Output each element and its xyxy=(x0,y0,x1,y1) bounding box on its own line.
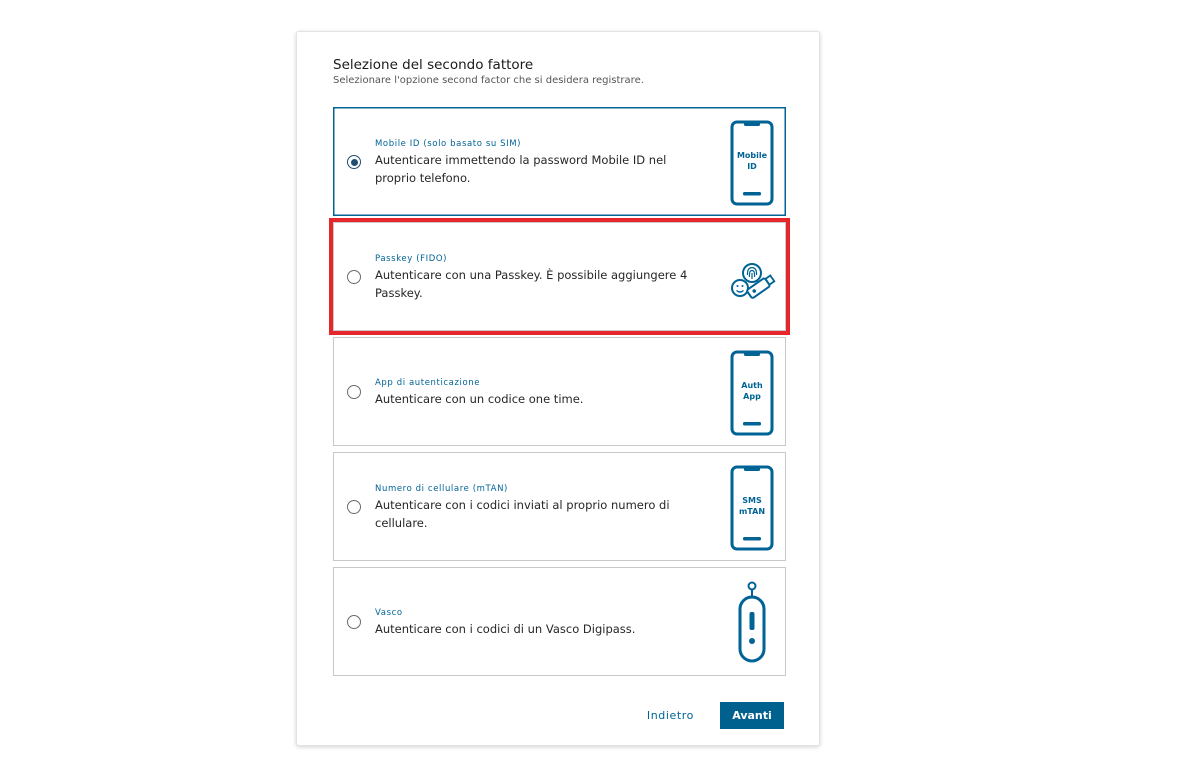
option-description: Autenticare con un codice one time. xyxy=(375,392,584,406)
option-label: Numero di cellulare (mTAN) xyxy=(375,484,508,494)
option-auth-app[interactable] xyxy=(333,337,786,446)
option-label: App di autenticazione xyxy=(375,378,481,388)
phone-icon-line1: SMS xyxy=(742,496,762,505)
option-description: Autenticare con una Passkey. È possibile aggiungere 4 Passkey. xyxy=(375,268,688,300)
second-factor-card xyxy=(296,31,820,746)
phone-icon xyxy=(729,350,775,436)
option-label: Mobile ID (solo basato su SIM) xyxy=(375,139,522,149)
radio-button[interactable] xyxy=(347,615,361,629)
option-text xyxy=(375,139,705,187)
option-text xyxy=(375,608,705,638)
radio-button[interactable] xyxy=(347,500,361,514)
option-mobile-id[interactable] xyxy=(333,107,786,216)
option-description: Autenticare con i codici di un Vasco Digipass. xyxy=(375,622,636,636)
phone-icon-line1: Auth xyxy=(741,381,763,390)
digipass-token-icon xyxy=(729,580,775,666)
option-mtan[interactable] xyxy=(333,452,786,561)
phone-icon xyxy=(729,465,775,551)
next-button[interactable]: Avanti xyxy=(720,702,784,729)
radio-button[interactable] xyxy=(347,385,361,399)
radio-button[interactable] xyxy=(347,270,361,284)
phone-icon-line1: Mobile xyxy=(736,151,768,160)
option-text xyxy=(375,378,705,408)
footer-actions xyxy=(639,702,784,729)
option-text xyxy=(375,254,705,302)
passkey-icon xyxy=(727,235,777,321)
back-button[interactable]: Indietro xyxy=(639,703,702,728)
page-subtitle: Selezionare l'opzione second factor che si desidera registrare. xyxy=(333,75,644,86)
option-description: Autenticare immettendo la password Mobile ID nel proprio telefono. xyxy=(375,153,667,185)
option-passkey[interactable] xyxy=(333,222,786,331)
phone-icon-line2: App xyxy=(743,392,761,401)
option-vasco[interactable] xyxy=(333,567,786,676)
phone-icon-line2: mTAN xyxy=(738,507,766,516)
radio-button-selected[interactable] xyxy=(347,155,361,169)
option-text xyxy=(375,484,705,532)
page-title: Selezione del secondo fattore xyxy=(333,57,534,73)
option-label: Vasco xyxy=(375,608,403,618)
option-description: Autenticare con i codici inviati al proprio numero di cellulare. xyxy=(375,498,670,530)
phone-icon xyxy=(729,120,775,206)
phone-icon-line2: ID xyxy=(747,162,757,171)
option-list xyxy=(333,107,786,682)
option-label: Passkey (FIDO) xyxy=(375,254,448,264)
